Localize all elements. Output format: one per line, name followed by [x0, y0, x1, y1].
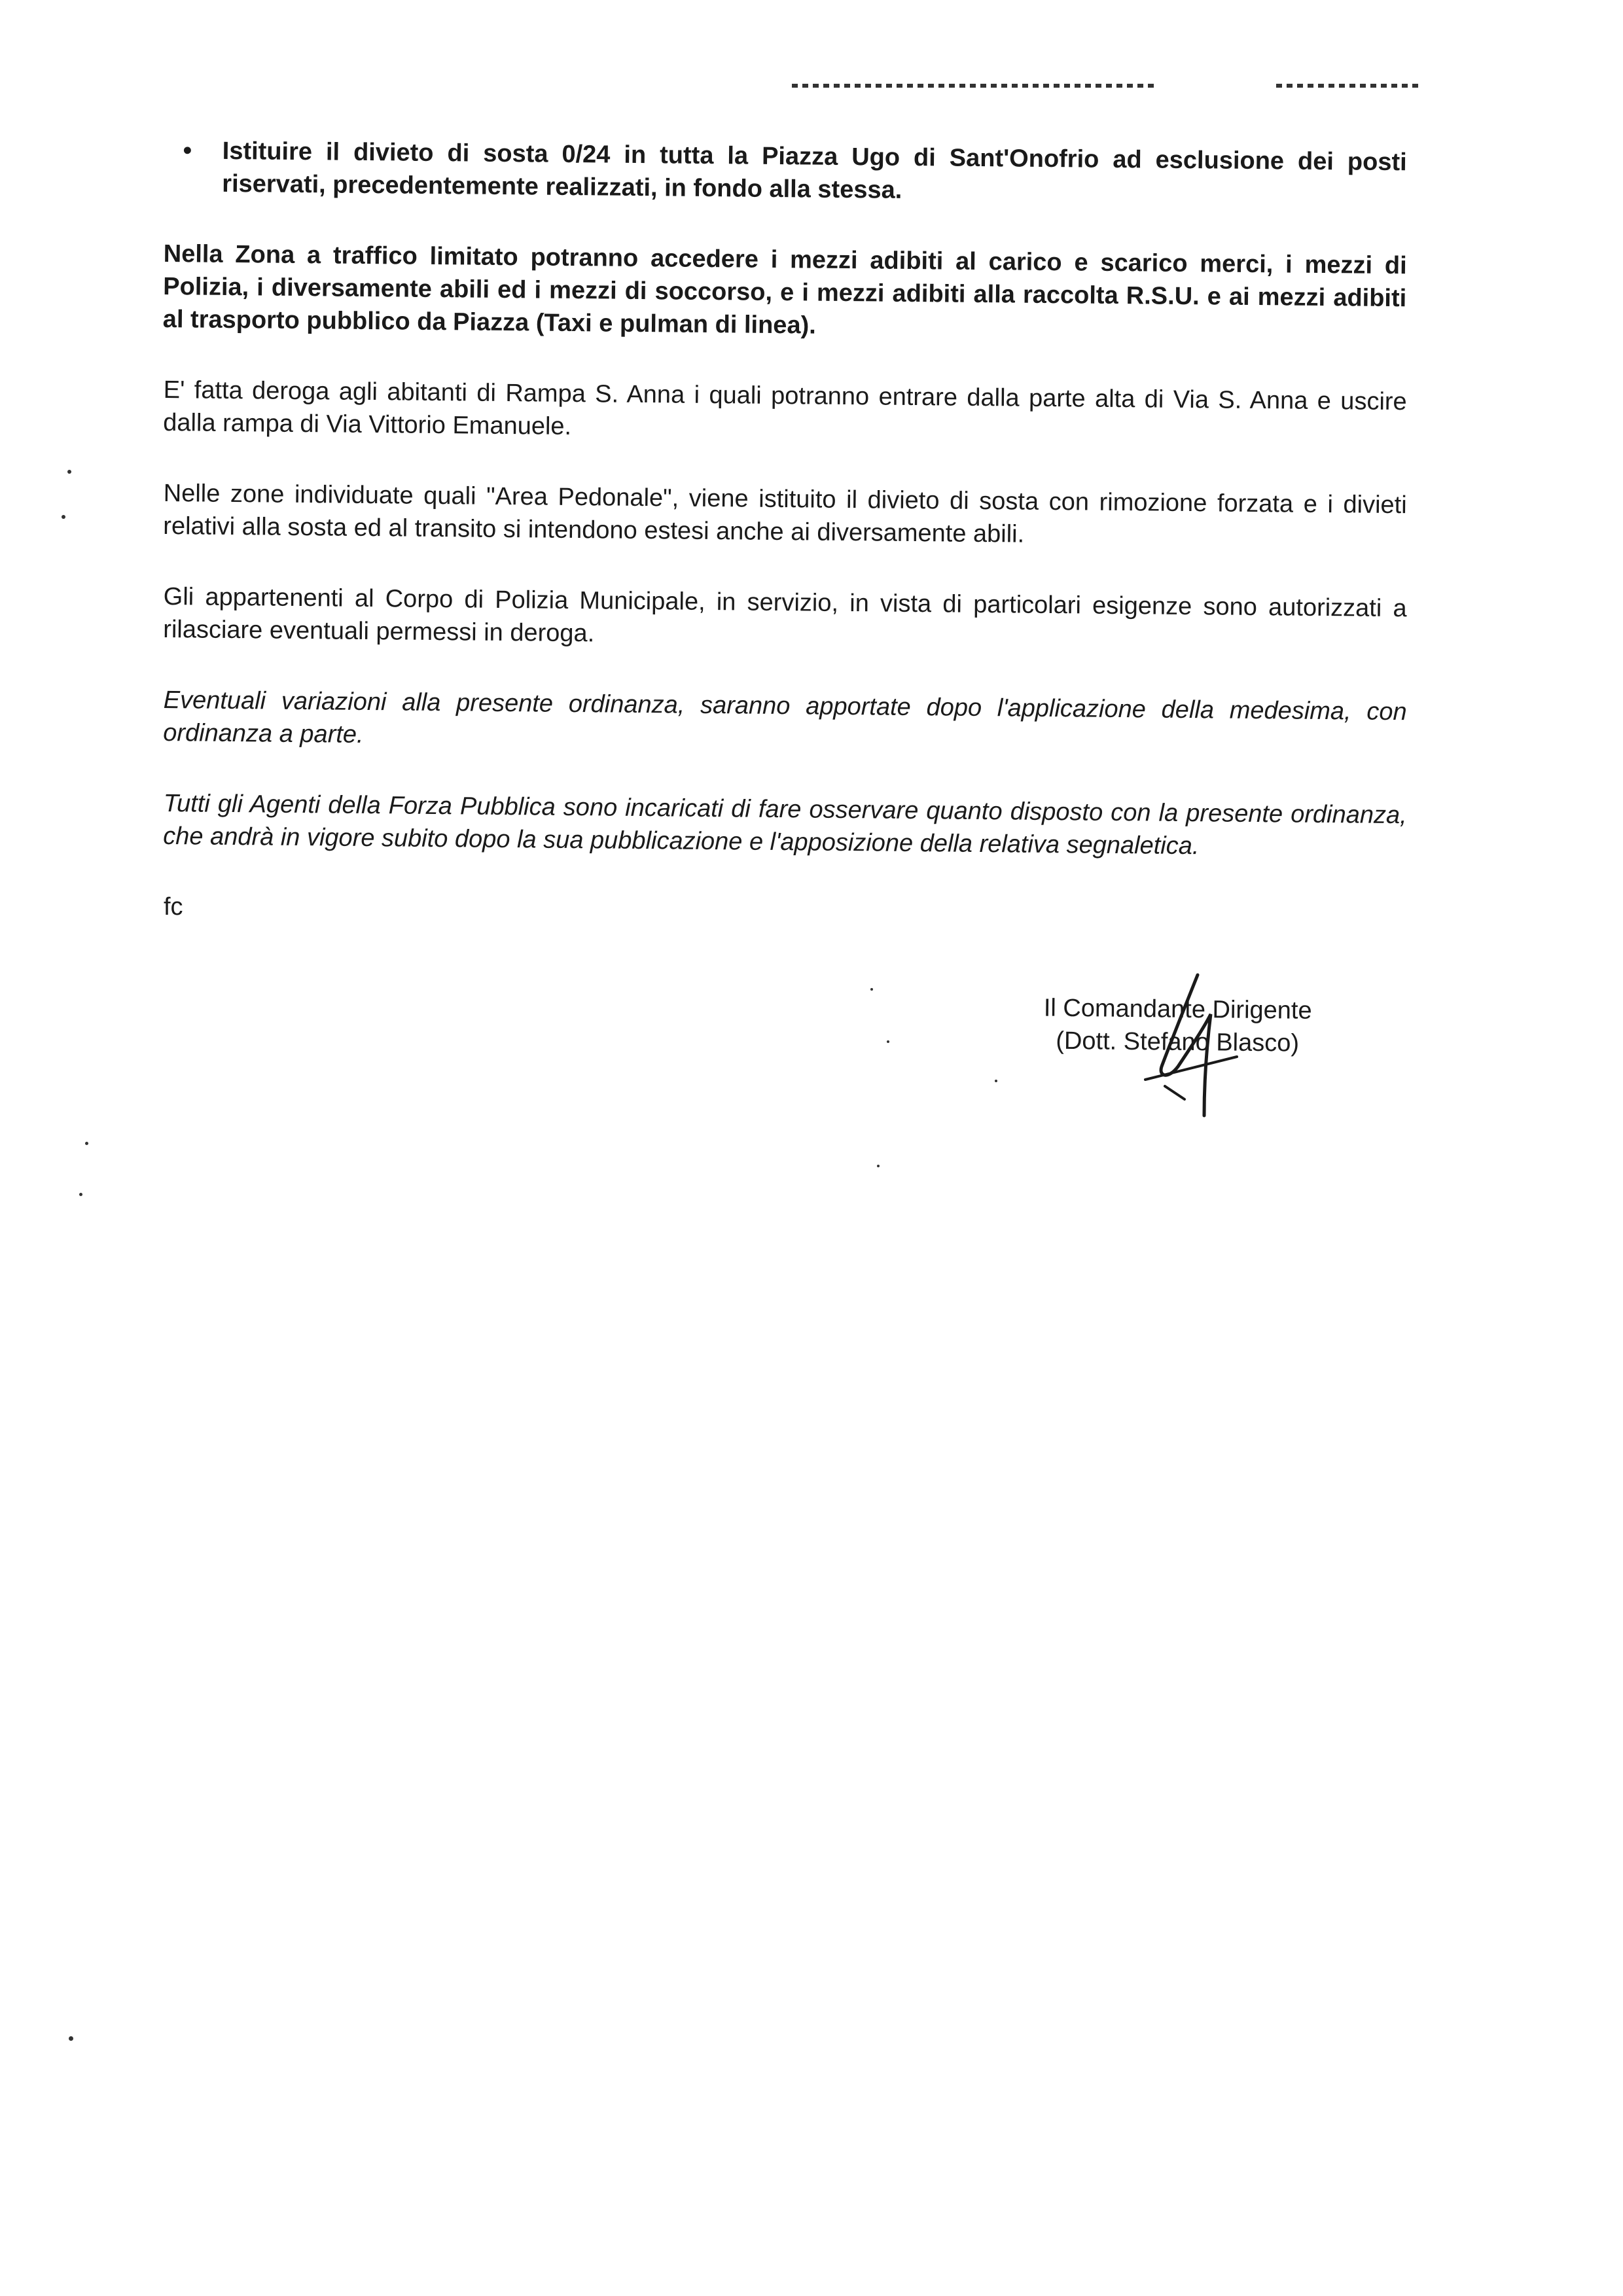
paragraph-polizia-municipale: Gli appartenenti al Corpo di Polizia Municipale, in servizio, in vista di particolari esigenze sono autorizzati a rilasciare eventuali permessi in deroga.	[163, 582, 1407, 648]
scan-speck	[887, 1040, 889, 1043]
author-initials: fc	[164, 893, 183, 921]
fax-header-mark-left	[792, 84, 1158, 88]
scan-speck	[870, 988, 873, 991]
fax-header-mark-right	[1276, 84, 1420, 88]
scan-speck	[62, 515, 65, 519]
scan-speck	[995, 1080, 997, 1082]
bullet-item	[163, 134, 1407, 211]
document-body	[164, 134, 1407, 923]
scan-speck	[67, 470, 71, 474]
signature-block	[1007, 991, 1348, 1060]
paragraph-ztl: Nella Zona a traffico limitato potranno accedere i mezzi adibiti al carico e scarico merci, i mezzi di Polizia, i diversamente abili ed i mezzi di soccorso, e i mezzi adibiti alla raccolta R.S.U. e ai mezzi adibiti al trasporto pubblico da Piazza (Taxi e pulman di linea).	[162, 239, 1407, 340]
scan-speck	[79, 1193, 82, 1196]
bullet-text: Istituire il divieto di sosta 0/24 in tutta la Piazza Ugo di Sant'Onofrio ad esclusione dei posti riservati, precedentemente realizzati, in fondo alla stessa.	[222, 137, 1407, 204]
paragraph-agenti: Tutti gli Agenti della Forza Pubblica sono incaricati di fare osservare quanto disposto con la presente ordinanza, che andrà in vigore subito dopo la sua pubblicazione e l'apposizione della relativa segnaletica.	[163, 789, 1407, 860]
signatory-title: Il Comandante Dirigente	[1043, 994, 1312, 1025]
paragraph-variazioni: Eventuali variazioni alla presente ordinanza, saranno apportate dopo l'applicazione della medesima, con ordinanza a parte.	[163, 686, 1407, 749]
fax-transmission-header	[779, 77, 1433, 97]
paragraph-deroga: E' fatta deroga agli abitanti di Rampa S. Anna i quali potranno entrare dalla parte alta di Via S. Anna e uscire dalla rampa di Via Vittorio Emanuele.	[163, 376, 1407, 440]
scan-speck	[69, 2036, 73, 2041]
signatory-name: (Dott. Stefano Blasco)	[1056, 1027, 1300, 1057]
scan-speck	[85, 1142, 88, 1145]
paragraph-area-pedonale: Nelle zone individuate quali "Area Pedonale", viene istituito il divieto di sosta con rimozione forzata e i divieti relativi alla sosta ed al transito si intendono estesi anche ai diversamente abili.	[163, 479, 1407, 548]
bullet-icon: •	[183, 137, 192, 165]
scan-speck	[877, 1165, 880, 1167]
